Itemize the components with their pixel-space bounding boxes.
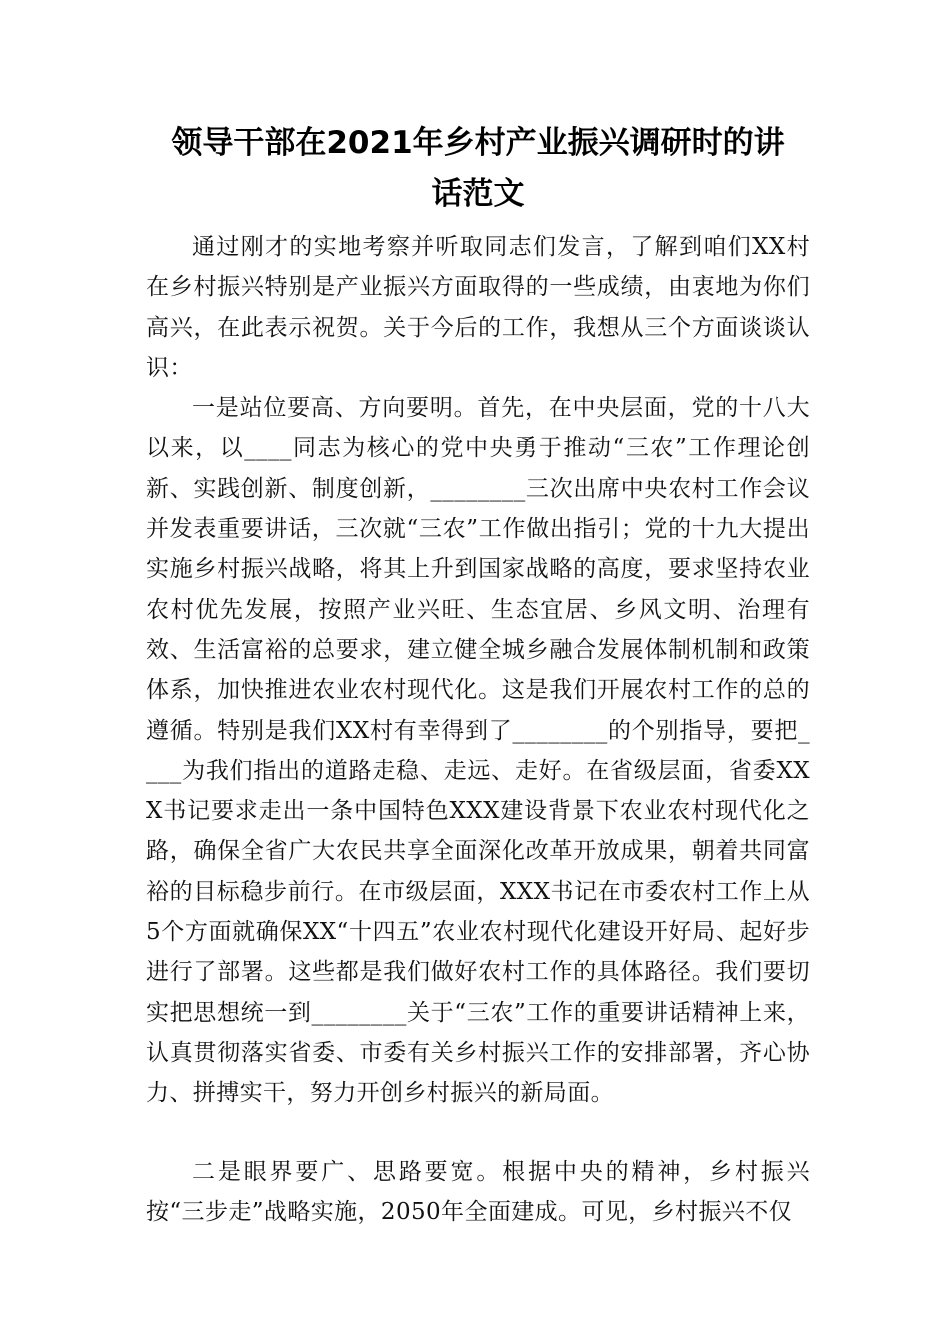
title-line-2: 话范文 [431, 176, 525, 212]
paragraph-point-two: 二是眼界要广、思路要宽。根据中央的精神，乡村振兴按“三步走”战略实施，2050年全面建成。可见，乡村振兴不仅 [146, 1158, 810, 1225]
document-page [146, 118, 810, 1232]
paragraph-intro: 通过刚才的实地考察并听取同志们发言，了解到咱们XX村在乡村振兴特别是产业振兴方面取得的一些成绩，由衷地为你们高兴，在此表示祝贺。关于今后的工作，我想从三个方面谈谈认识： [146, 234, 810, 381]
title-line-1: 领导干部在2021年乡村产业振兴调研时的讲 [171, 125, 785, 161]
document-title [146, 118, 810, 220]
document-body [146, 227, 810, 1232]
paragraph-point-one: 一是站位要高、方向要明。首先，在中央层面，党的十八大以来，以____同志为核心的党中央勇于推动“三农”工作理论创新、实践创新、制度创新，________三次出席中央农村工作会议并发表重要讲话，三次就“三农”工作做出指引；党的十九大提出实施乡村振兴战略，将其上升到国家战略的高度，要求坚持农业农村优先发展，按照产业兴旺、生态宜居、乡风文明、治理有效、生活富裕的总要求，建立健全城乡融合发展体制机制和政策体系，加快推进农业农村现代化。这是我们开展农村工作的总的遵循。特别是我们XX村有幸得到了________的个别指导，要把____为我们指出的道路走稳、走远、走好。在省级层面，省委XXX书记要求走出一条中国特色XXX建设背景下农业农村现代化之路，确保全省广大农民共享全面深化改革开放成果，朝着共同富裕的目标稳步前行。在市级层面，XXX书记在市委农村工作上从5个方面就确保XX“十四五”农业农村现代化建设开好局、起好步进行了部署。这些都是我们做好农村工作的具体路径。我们要切实把思想统一到________关于“三农”工作的重要讲话精神上来，认真贯彻落实省委、市委有关乡村振兴工作的安排部署，齐心协力、拼搏实干，努力开创乡村振兴的新局面。 [146, 395, 810, 1107]
